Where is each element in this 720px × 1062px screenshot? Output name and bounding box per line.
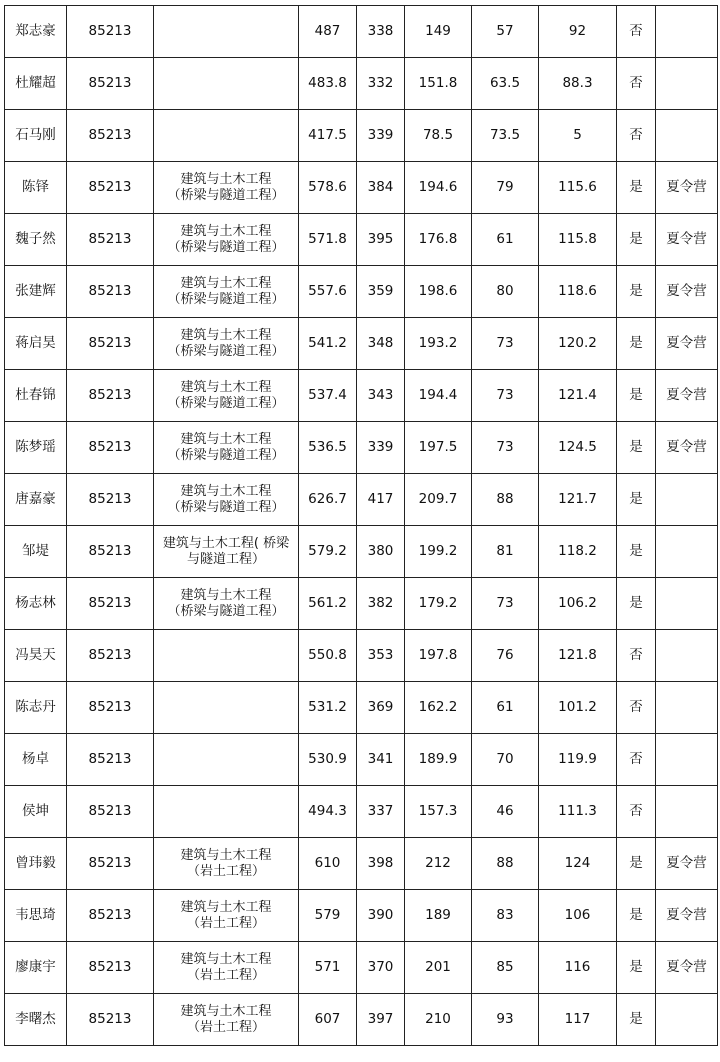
major-line: （岩土工程） <box>186 863 265 879</box>
major-cell <box>154 58 299 110</box>
table-row <box>5 318 718 370</box>
major-cell <box>154 890 299 942</box>
major-line: 建筑与土木工程 <box>180 379 272 395</box>
code-cell: 85213 <box>67 110 154 162</box>
interview-score-cell: 88 <box>472 838 539 890</box>
name-cell: 冯昊天 <box>5 630 67 682</box>
table-row <box>5 786 718 838</box>
written-score-cell: 92 <box>539 6 617 58</box>
total-score-cell: 536.5 <box>299 422 357 474</box>
initial-score-cell: 395 <box>357 214 405 266</box>
code-cell: 85213 <box>67 526 154 578</box>
table-row <box>5 58 718 110</box>
admitted-cell: 否 <box>617 630 656 682</box>
admitted-cell: 是 <box>617 474 656 526</box>
initial-score-cell: 397 <box>357 994 405 1046</box>
note-cell: 夏令营 <box>656 318 718 370</box>
retest-score-cell: 193.2 <box>405 318 472 370</box>
name-cell: 杜耀超 <box>5 58 67 110</box>
admitted-cell: 是 <box>617 266 656 318</box>
interview-score-cell: 73 <box>472 370 539 422</box>
code-cell: 85213 <box>67 474 154 526</box>
note-cell: 夏令营 <box>656 838 718 890</box>
admitted-cell: 是 <box>617 578 656 630</box>
interview-score-cell: 73 <box>472 422 539 474</box>
written-score-cell: 120.2 <box>539 318 617 370</box>
major-line: 建筑与土木工程 <box>180 899 272 915</box>
note-cell <box>656 6 718 58</box>
retest-score-cell: 212 <box>405 838 472 890</box>
name-cell: 陈志丹 <box>5 682 67 734</box>
written-score-cell: 121.4 <box>539 370 617 422</box>
admitted-cell: 是 <box>617 318 656 370</box>
interview-score-cell: 80 <box>472 266 539 318</box>
code-cell: 85213 <box>67 58 154 110</box>
interview-score-cell: 46 <box>472 786 539 838</box>
table-row <box>5 630 718 682</box>
note-cell: 夏令营 <box>656 890 718 942</box>
note-cell <box>656 682 718 734</box>
admitted-cell: 是 <box>617 422 656 474</box>
initial-score-cell: 337 <box>357 786 405 838</box>
admitted-cell: 是 <box>617 214 656 266</box>
interview-score-cell: 73 <box>472 578 539 630</box>
interview-score-cell: 85 <box>472 942 539 994</box>
table-row <box>5 734 718 786</box>
table-row <box>5 526 718 578</box>
major-cell <box>154 422 299 474</box>
total-score-cell: 417.5 <box>299 110 357 162</box>
retest-score-cell: 198.6 <box>405 266 472 318</box>
written-score-cell: 116 <box>539 942 617 994</box>
total-score-cell: 610 <box>299 838 357 890</box>
interview-score-cell: 61 <box>472 214 539 266</box>
major-cell <box>154 318 299 370</box>
retest-score-cell: 179.2 <box>405 578 472 630</box>
name-cell: 韦思琦 <box>5 890 67 942</box>
note-cell: 夏令营 <box>656 162 718 214</box>
initial-score-cell: 398 <box>357 838 405 890</box>
code-cell: 85213 <box>67 214 154 266</box>
written-score-cell: 111.3 <box>539 786 617 838</box>
table-row <box>5 214 718 266</box>
name-cell: 蒋启昊 <box>5 318 67 370</box>
admitted-cell: 否 <box>617 110 656 162</box>
initial-score-cell: 338 <box>357 6 405 58</box>
major-cell <box>154 734 299 786</box>
major-line: （桥梁与隧道工程） <box>167 187 285 203</box>
retest-score-cell: 194.4 <box>405 370 472 422</box>
written-score-cell: 121.8 <box>539 630 617 682</box>
major-line: 建筑与土木工程 <box>180 431 272 447</box>
admitted-cell: 否 <box>617 58 656 110</box>
total-score-cell: 607 <box>299 994 357 1046</box>
major-line: （桥梁与隧道工程） <box>167 447 285 463</box>
code-cell: 85213 <box>67 578 154 630</box>
written-score-cell: 88.3 <box>539 58 617 110</box>
admission-results-table <box>4 5 718 1046</box>
note-cell: 夏令营 <box>656 942 718 994</box>
major-line: 建筑与土木工程 <box>180 275 272 291</box>
initial-score-cell: 348 <box>357 318 405 370</box>
interview-score-cell: 61 <box>472 682 539 734</box>
interview-score-cell: 63.5 <box>472 58 539 110</box>
initial-score-cell: 341 <box>357 734 405 786</box>
retest-score-cell: 162.2 <box>405 682 472 734</box>
interview-score-cell: 88 <box>472 474 539 526</box>
major-cell <box>154 214 299 266</box>
major-line: （桥梁与隧道工程） <box>167 239 285 255</box>
admitted-cell: 是 <box>617 994 656 1046</box>
retest-score-cell: 201 <box>405 942 472 994</box>
name-cell: 郑志豪 <box>5 6 67 58</box>
table-row <box>5 422 718 474</box>
total-score-cell: 579 <box>299 890 357 942</box>
note-cell: 夏令营 <box>656 370 718 422</box>
major-line: （岩土工程） <box>186 967 265 983</box>
major-cell <box>154 162 299 214</box>
interview-score-cell: 73.5 <box>472 110 539 162</box>
total-score-cell: 537.4 <box>299 370 357 422</box>
retest-score-cell: 199.2 <box>405 526 472 578</box>
major-cell <box>154 786 299 838</box>
name-cell: 陈梦瑶 <box>5 422 67 474</box>
admitted-cell: 是 <box>617 526 656 578</box>
code-cell: 85213 <box>67 994 154 1046</box>
name-cell: 杨志林 <box>5 578 67 630</box>
table-row <box>5 474 718 526</box>
admitted-cell: 否 <box>617 786 656 838</box>
retest-score-cell: 149 <box>405 6 472 58</box>
initial-score-cell: 359 <box>357 266 405 318</box>
name-cell: 廖康宇 <box>5 942 67 994</box>
initial-score-cell: 370 <box>357 942 405 994</box>
major-cell <box>154 266 299 318</box>
note-cell <box>656 630 718 682</box>
major-cell <box>154 578 299 630</box>
name-cell: 侯坤 <box>5 786 67 838</box>
retest-score-cell: 209.7 <box>405 474 472 526</box>
retest-score-cell: 157.3 <box>405 786 472 838</box>
code-cell: 85213 <box>67 266 154 318</box>
code-cell: 85213 <box>67 318 154 370</box>
total-score-cell: 626.7 <box>299 474 357 526</box>
initial-score-cell: 353 <box>357 630 405 682</box>
code-cell: 85213 <box>67 838 154 890</box>
major-line: 建筑与土木工程 <box>180 327 272 343</box>
name-cell: 张建辉 <box>5 266 67 318</box>
name-cell: 曾玮毅 <box>5 838 67 890</box>
major-cell <box>154 942 299 994</box>
major-line: （桥梁与隧道工程） <box>167 499 285 515</box>
note-cell: 夏令营 <box>656 422 718 474</box>
written-score-cell: 121.7 <box>539 474 617 526</box>
admitted-cell: 否 <box>617 682 656 734</box>
code-cell: 85213 <box>67 942 154 994</box>
initial-score-cell: 339 <box>357 110 405 162</box>
major-cell <box>154 838 299 890</box>
total-score-cell: 571 <box>299 942 357 994</box>
major-cell <box>154 474 299 526</box>
major-cell <box>154 682 299 734</box>
code-cell: 85213 <box>67 890 154 942</box>
major-cell <box>154 630 299 682</box>
interview-score-cell: 73 <box>472 318 539 370</box>
code-cell: 85213 <box>67 630 154 682</box>
major-line: 建筑与土木工程 <box>180 1003 272 1019</box>
major-cell <box>154 110 299 162</box>
retest-score-cell: 151.8 <box>405 58 472 110</box>
initial-score-cell: 332 <box>357 58 405 110</box>
table-row <box>5 942 718 994</box>
total-score-cell: 483.8 <box>299 58 357 110</box>
note-cell <box>656 994 718 1046</box>
total-score-cell: 541.2 <box>299 318 357 370</box>
note-cell <box>656 734 718 786</box>
written-score-cell: 124 <box>539 838 617 890</box>
admitted-cell: 否 <box>617 6 656 58</box>
total-score-cell: 557.6 <box>299 266 357 318</box>
total-score-cell: 550.8 <box>299 630 357 682</box>
code-cell: 85213 <box>67 786 154 838</box>
note-cell <box>656 786 718 838</box>
name-cell: 陈铎 <box>5 162 67 214</box>
written-score-cell: 118.6 <box>539 266 617 318</box>
retest-score-cell: 189.9 <box>405 734 472 786</box>
total-score-cell: 531.2 <box>299 682 357 734</box>
written-score-cell: 106.2 <box>539 578 617 630</box>
written-score-cell: 124.5 <box>539 422 617 474</box>
written-score-cell: 115.8 <box>539 214 617 266</box>
major-line: （桥梁与隧道工程） <box>167 343 285 359</box>
table-row <box>5 162 718 214</box>
total-score-cell: 561.2 <box>299 578 357 630</box>
table-row <box>5 370 718 422</box>
code-cell: 85213 <box>67 422 154 474</box>
written-score-cell: 117 <box>539 994 617 1046</box>
code-cell: 85213 <box>67 6 154 58</box>
initial-score-cell: 382 <box>357 578 405 630</box>
admitted-cell: 是 <box>617 162 656 214</box>
major-line: 建筑与土木工程 <box>180 171 272 187</box>
retest-score-cell: 197.5 <box>405 422 472 474</box>
table-body <box>5 6 718 1046</box>
written-score-cell: 101.2 <box>539 682 617 734</box>
name-cell: 李曙杰 <box>5 994 67 1046</box>
major-line: （岩土工程） <box>186 915 265 931</box>
table-row <box>5 110 718 162</box>
major-line: （岩土工程） <box>186 1019 265 1035</box>
interview-score-cell: 57 <box>472 6 539 58</box>
name-cell: 邹堤 <box>5 526 67 578</box>
code-cell: 85213 <box>67 734 154 786</box>
major-cell <box>154 526 299 578</box>
code-cell: 85213 <box>67 162 154 214</box>
total-score-cell: 530.9 <box>299 734 357 786</box>
note-cell: 夏令营 <box>656 266 718 318</box>
admitted-cell: 是 <box>617 370 656 422</box>
table-row <box>5 838 718 890</box>
major-line: 建筑与土木工程 <box>180 951 272 967</box>
retest-score-cell: 210 <box>405 994 472 1046</box>
written-score-cell: 106 <box>539 890 617 942</box>
total-score-cell: 578.6 <box>299 162 357 214</box>
interview-score-cell: 79 <box>472 162 539 214</box>
interview-score-cell: 81 <box>472 526 539 578</box>
table-row <box>5 994 718 1046</box>
note-cell <box>656 110 718 162</box>
retest-score-cell: 78.5 <box>405 110 472 162</box>
interview-score-cell: 93 <box>472 994 539 1046</box>
retest-score-cell: 189 <box>405 890 472 942</box>
major-line: 建筑与土木工程 <box>180 847 272 863</box>
initial-score-cell: 380 <box>357 526 405 578</box>
retest-score-cell: 194.6 <box>405 162 472 214</box>
major-line: 建筑与土木工程 <box>180 223 272 239</box>
retest-score-cell: 176.8 <box>405 214 472 266</box>
note-cell <box>656 58 718 110</box>
interview-score-cell: 70 <box>472 734 539 786</box>
major-line: 建筑与土木工程( 桥梁 <box>162 535 290 551</box>
major-line: （桥梁与隧道工程） <box>167 603 285 619</box>
major-line: 建筑与土木工程 <box>180 587 272 603</box>
note-cell <box>656 474 718 526</box>
admitted-cell: 是 <box>617 942 656 994</box>
major-line: （桥梁与隧道工程） <box>167 291 285 307</box>
major-line: 与隧道工程） <box>186 551 265 567</box>
table-row <box>5 890 718 942</box>
code-cell: 85213 <box>67 370 154 422</box>
total-score-cell: 487 <box>299 6 357 58</box>
name-cell: 杜春锦 <box>5 370 67 422</box>
note-cell <box>656 526 718 578</box>
written-score-cell: 118.2 <box>539 526 617 578</box>
name-cell: 魏子然 <box>5 214 67 266</box>
interview-score-cell: 76 <box>472 630 539 682</box>
name-cell: 石马刚 <box>5 110 67 162</box>
name-cell: 杨卓 <box>5 734 67 786</box>
table-row <box>5 6 718 58</box>
table-row <box>5 682 718 734</box>
admitted-cell: 否 <box>617 734 656 786</box>
note-cell <box>656 578 718 630</box>
major-cell <box>154 994 299 1046</box>
name-cell: 唐嘉豪 <box>5 474 67 526</box>
major-cell <box>154 370 299 422</box>
initial-score-cell: 417 <box>357 474 405 526</box>
interview-score-cell: 83 <box>472 890 539 942</box>
total-score-cell: 571.8 <box>299 214 357 266</box>
major-line: （桥梁与隧道工程） <box>167 395 285 411</box>
table-row <box>5 578 718 630</box>
major-line: 建筑与土木工程 <box>180 483 272 499</box>
written-score-cell: 5 <box>539 110 617 162</box>
written-score-cell: 119.9 <box>539 734 617 786</box>
table-row <box>5 266 718 318</box>
admitted-cell: 是 <box>617 838 656 890</box>
code-cell: 85213 <box>67 682 154 734</box>
initial-score-cell: 343 <box>357 370 405 422</box>
initial-score-cell: 339 <box>357 422 405 474</box>
initial-score-cell: 390 <box>357 890 405 942</box>
total-score-cell: 579.2 <box>299 526 357 578</box>
note-cell: 夏令营 <box>656 214 718 266</box>
major-cell <box>154 6 299 58</box>
total-score-cell: 494.3 <box>299 786 357 838</box>
written-score-cell: 115.6 <box>539 162 617 214</box>
initial-score-cell: 384 <box>357 162 405 214</box>
retest-score-cell: 197.8 <box>405 630 472 682</box>
initial-score-cell: 369 <box>357 682 405 734</box>
admitted-cell: 是 <box>617 890 656 942</box>
